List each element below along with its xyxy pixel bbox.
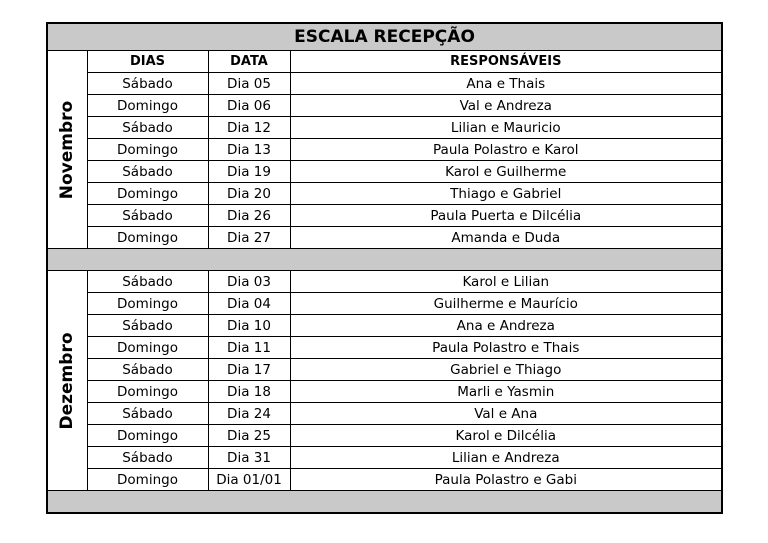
table-title: ESCALA RECEPÇÃO [47,23,722,51]
table-row [47,271,722,293]
separator-row [47,249,722,271]
month-label-cell [47,51,87,249]
date-cell: Dia 17 [208,359,290,381]
table-row [47,117,722,139]
month-name: Dezembro [57,331,78,430]
day-cell: Sábado [87,73,208,95]
date-cell: Dia 03 [208,271,290,293]
title-row [47,23,722,51]
day-cell: Domingo [87,293,208,315]
date-cell: Dia 04 [208,293,290,315]
responsible-cell: Lilian e Mauricio [290,117,722,139]
schedule-body [47,51,722,514]
day-cell: Domingo [87,139,208,161]
day-cell: Domingo [87,337,208,359]
responsible-cell: Paula Polastro e Karol [290,139,722,161]
table-row [47,359,722,381]
table-row [47,403,722,425]
responsible-cell: Karol e Guilherme [290,161,722,183]
day-cell: Domingo [87,95,208,117]
responsible-cell: Amanda e Duda [290,227,722,249]
responsible-cell: Guilherme e Maurício [290,293,722,315]
table-row [47,95,722,117]
responsible-cell: Paula Puerta e Dilcélia [290,205,722,227]
day-cell: Sábado [87,161,208,183]
table-row [47,205,722,227]
day-cell: Sábado [87,403,208,425]
responsible-cell: Ana e Andreza [290,315,722,337]
day-cell: Sábado [87,315,208,337]
table-row [47,381,722,403]
date-cell: Dia 13 [208,139,290,161]
table-row [47,227,722,249]
responsible-cell: Ana e Thais [290,73,722,95]
table-row [47,315,722,337]
responsible-cell: Gabriel e Thiago [290,359,722,381]
responsible-cell: Paula Polastro e Thais [290,337,722,359]
date-cell: Dia 10 [208,315,290,337]
day-cell: Domingo [87,183,208,205]
table-row [47,183,722,205]
date-cell: Dia 27 [208,227,290,249]
separator-row [47,491,722,514]
column-header-dias: DIAS [87,51,208,73]
schedule-table [46,22,723,514]
responsible-cell: Val e Andreza [290,95,722,117]
responsible-cell: Marli e Yasmin [290,381,722,403]
date-cell: Dia 05 [208,73,290,95]
column-header-data: DATA [208,51,290,73]
responsible-cell: Paula Polastro e Gabi [290,469,722,491]
day-cell: Sábado [87,117,208,139]
date-cell: Dia 01/01 [208,469,290,491]
responsible-cell: Thiago e Gabriel [290,183,722,205]
date-cell: Dia 11 [208,337,290,359]
date-cell: Dia 26 [208,205,290,227]
month-name: Novembro [57,100,78,199]
table-row [47,425,722,447]
day-cell: Domingo [87,381,208,403]
date-cell: Dia 31 [208,447,290,469]
separator-cell [47,249,722,271]
responsible-cell: Val e Ana [290,403,722,425]
table-row [47,469,722,491]
date-cell: Dia 18 [208,381,290,403]
day-cell: Sábado [87,205,208,227]
table-row [47,139,722,161]
responsible-cell: Karol e Dilcélia [290,425,722,447]
table-row [47,337,722,359]
day-cell: Domingo [87,469,208,491]
day-cell: Sábado [87,359,208,381]
date-cell: Dia 24 [208,403,290,425]
table-row [47,73,722,95]
date-cell: Dia 20 [208,183,290,205]
table-row [47,161,722,183]
table-row [47,293,722,315]
date-cell: Dia 19 [208,161,290,183]
header-row [47,51,722,73]
column-header-responsaveis: RESPONSÁVEIS [290,51,722,73]
responsible-cell: Karol e Lilian [290,271,722,293]
date-cell: Dia 06 [208,95,290,117]
responsible-cell: Lilian e Andreza [290,447,722,469]
month-label-cell [47,271,87,491]
date-cell: Dia 25 [208,425,290,447]
day-cell: Domingo [87,425,208,447]
day-cell: Domingo [87,227,208,249]
table-row [47,447,722,469]
separator-cell [47,491,722,514]
day-cell: Sábado [87,271,208,293]
date-cell: Dia 12 [208,117,290,139]
day-cell: Sábado [87,447,208,469]
